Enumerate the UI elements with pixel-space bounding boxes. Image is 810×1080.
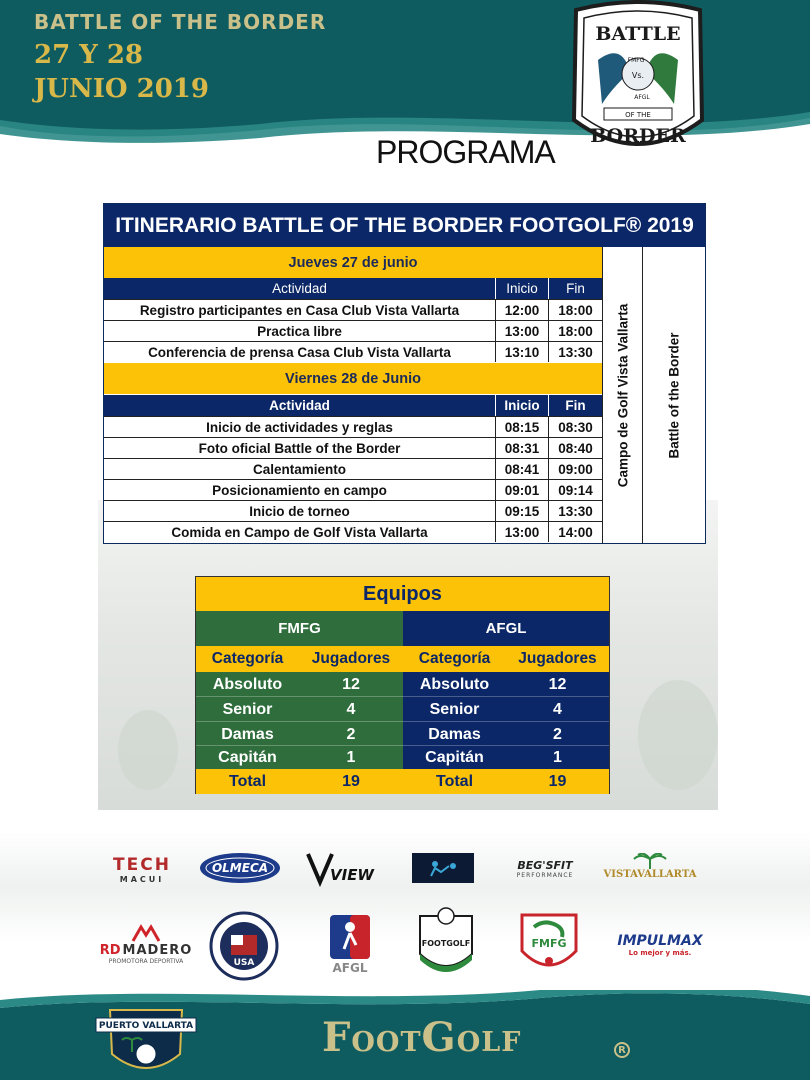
day1-label: Jueves 27 de junio xyxy=(104,247,602,278)
activity-cell: Posicionamiento en campo xyxy=(104,480,496,500)
begsfit-name: BEG'SFIT xyxy=(517,859,573,872)
team-a-players: 2 xyxy=(346,725,356,743)
itinerary-title: ITINERARIO BATTLE OF THE BORDER FOOTGOLF® 2019 xyxy=(104,204,705,247)
start-cell: 12:00 xyxy=(496,300,549,320)
battle-of-the-border-logo xyxy=(568,0,708,172)
team-a-category: Absoluto xyxy=(212,675,283,693)
activity-cell: Inicio de torneo xyxy=(104,501,496,521)
venue-column xyxy=(602,247,642,543)
header-end: Fin xyxy=(566,281,585,296)
tech-macui-bottom: MACUI xyxy=(119,874,165,884)
activity-cell: Practica libre xyxy=(104,321,496,341)
team-a-total: 19 xyxy=(342,772,360,790)
table-row xyxy=(104,437,602,458)
tech-macui-top: TECH xyxy=(113,854,171,875)
end-cell: 18:00 xyxy=(558,302,593,318)
activity-cell: Foto oficial Battle of the Border xyxy=(104,438,496,458)
footgolf-badge-text: FOOTGOLF xyxy=(421,939,471,948)
rd-madero-logo xyxy=(100,918,192,970)
impulmax-logo xyxy=(610,924,710,966)
start-cell: 08:41 xyxy=(496,459,549,479)
palm-icon xyxy=(630,853,670,869)
event-column xyxy=(642,247,705,543)
day2-header-row xyxy=(104,395,602,416)
afgl-logo xyxy=(324,910,376,978)
view-badge xyxy=(302,848,382,888)
event-label: Battle of the Border xyxy=(666,331,682,459)
team-a-players: 12 xyxy=(342,675,360,693)
team-a-name: FMFG xyxy=(278,620,321,637)
vista-vallarta-text: VISTAVALLARTA xyxy=(603,868,697,880)
header-start: Inicio xyxy=(496,278,549,299)
table-row xyxy=(104,500,602,521)
view-text: VIEW xyxy=(330,866,374,884)
header-start: Inicio xyxy=(496,395,549,416)
impulmax-tagline: Lo mejor y más. xyxy=(628,949,692,957)
start-cell: 08:31 xyxy=(496,438,549,458)
end-cell: 09:00 xyxy=(558,461,593,477)
team-a-category-header: Categoría xyxy=(196,646,299,672)
table-row xyxy=(104,341,602,362)
begsfit-sub: PERFORMANCE xyxy=(516,872,574,879)
sports-photo-logo xyxy=(412,853,474,883)
logo-left-badge: FMFG xyxy=(627,57,645,64)
view-logo xyxy=(302,848,382,888)
day1-header-row xyxy=(104,278,602,299)
start-cell: 09:15 xyxy=(496,501,549,521)
logo-vs-text: Vs. xyxy=(631,71,645,80)
team-a-category: Capitán xyxy=(218,748,277,766)
footgolf-badge xyxy=(414,906,478,980)
puerto-vallarta-crest xyxy=(92,996,200,1080)
activity-cell: Inicio de actividades y reglas xyxy=(104,417,496,437)
fmfg-shield xyxy=(516,911,582,979)
end-cell: 18:00 xyxy=(558,323,593,339)
team-a-category: Damas xyxy=(221,725,274,743)
table-row xyxy=(104,458,602,479)
teams-title: Equipos xyxy=(196,577,609,611)
header-activity: Actividad xyxy=(104,278,496,299)
event-name: BATTLE OF THE BORDER xyxy=(34,10,327,34)
usa-footgolf-logo xyxy=(208,910,280,982)
rd-madero-sub: PROMOTORA DEPORTIVA xyxy=(108,958,184,965)
event-date-days: 27 Y 28 xyxy=(34,40,144,70)
brand-oot: OOT xyxy=(351,1027,422,1058)
activity-cell: Calentamiento xyxy=(104,459,496,479)
day2-label: Viernes 28 de Junio xyxy=(104,363,602,394)
table-row xyxy=(104,521,602,542)
table-row xyxy=(104,416,602,437)
end-cell: 08:40 xyxy=(558,440,593,456)
logo-right-badge: AFGL xyxy=(634,94,650,101)
vista-vallarta-logo xyxy=(604,846,696,886)
end-cell: 08:30 xyxy=(558,419,593,435)
team-b-players: 12 xyxy=(548,675,567,693)
end-cell: 09:14 xyxy=(558,482,593,498)
team-a-players-header: Jugadores xyxy=(299,646,403,672)
team-b-players: 4 xyxy=(553,700,562,718)
team-a-category: Senior xyxy=(222,700,273,718)
footgolf-badge-logo xyxy=(414,906,478,980)
team-a-total-label: Total xyxy=(228,772,267,790)
row-divider xyxy=(196,745,609,746)
end-cell: 13:30 xyxy=(558,344,593,360)
table-row xyxy=(104,479,602,500)
begsfit-logo xyxy=(508,855,582,883)
olmeca-logo xyxy=(198,850,282,886)
team-b-category-header: Categoría xyxy=(403,646,506,672)
page-title: PROGRAMA xyxy=(376,134,555,170)
event-date-month-year: JUNIO 2019 xyxy=(34,74,209,104)
row-divider xyxy=(196,721,609,722)
registered-mark-icon: R xyxy=(614,1042,630,1058)
rd-madero-rd: RD xyxy=(99,943,121,958)
team-b-category: Absoluto xyxy=(419,675,490,693)
team-b-category: Damas xyxy=(428,725,481,743)
logo-bottom-text: BORDER xyxy=(590,125,686,147)
logo-top-text: BATTLE xyxy=(595,23,681,45)
brand-f: F xyxy=(322,1014,352,1061)
olmeca-badge xyxy=(198,850,282,886)
team-b-category: Capitán xyxy=(425,748,484,766)
activity-cell: Conferencia de prensa Casa Club Vista Vallarta xyxy=(104,342,496,362)
fmfg-logo xyxy=(515,910,583,980)
activity-cell: Comida en Campo de Golf Vista Vallarta xyxy=(104,522,496,542)
start-cell: 08:15 xyxy=(496,417,549,437)
team-b-name: AFGL xyxy=(485,620,527,637)
crest-text: PUERTO VALLARTA xyxy=(98,1021,194,1031)
teams-table xyxy=(195,576,610,794)
footgolf-brand xyxy=(322,1014,521,1061)
afgl-text: AFGL xyxy=(332,961,368,975)
impulmax-text: IMPULMAX xyxy=(617,933,703,949)
activity-cell: Registro participantes en Casa Club Vista Vallarta xyxy=(104,300,496,320)
usa-seal xyxy=(209,911,279,981)
rd-madero-name: MADERO xyxy=(122,943,193,958)
team-a-players: 4 xyxy=(346,700,356,718)
logo-ribbon-text: OF THE xyxy=(625,111,651,119)
start-cell: 09:01 xyxy=(496,480,549,500)
table-row xyxy=(104,299,602,320)
mountain-icon xyxy=(131,923,161,943)
start-cell: 13:00 xyxy=(496,321,549,341)
team-a-players: 1 xyxy=(346,748,356,766)
tech-macui-logo xyxy=(104,852,180,886)
start-cell: 13:00 xyxy=(496,522,549,542)
itinerary-table xyxy=(103,203,706,544)
header-end: Fin xyxy=(565,398,586,413)
team-b-players: 2 xyxy=(553,725,562,743)
team-b-total-label: Total xyxy=(435,772,474,790)
afgl-shield xyxy=(328,913,372,961)
olmeca-text: OLMECA xyxy=(211,861,269,875)
venue-label: Campo de Golf Vista Vallarta xyxy=(615,303,630,487)
row-divider xyxy=(196,696,609,697)
end-cell: 14:00 xyxy=(558,524,593,540)
brand-g: G xyxy=(421,1014,457,1061)
table-row xyxy=(104,320,602,341)
athlete-icon xyxy=(423,858,463,878)
header-activity: Actividad xyxy=(104,395,496,416)
team-b-players-header: Jugadores xyxy=(506,646,609,672)
fmfg-text: FMFG xyxy=(531,937,567,950)
team-b-total: 19 xyxy=(548,772,567,790)
end-cell: 13:30 xyxy=(558,503,593,519)
start-cell: 13:10 xyxy=(496,342,549,362)
usa-text: USA xyxy=(233,958,255,968)
team-b-category: Senior xyxy=(429,700,480,718)
team-b-players: 1 xyxy=(553,748,562,766)
brand-olf: OLF xyxy=(456,1027,522,1058)
